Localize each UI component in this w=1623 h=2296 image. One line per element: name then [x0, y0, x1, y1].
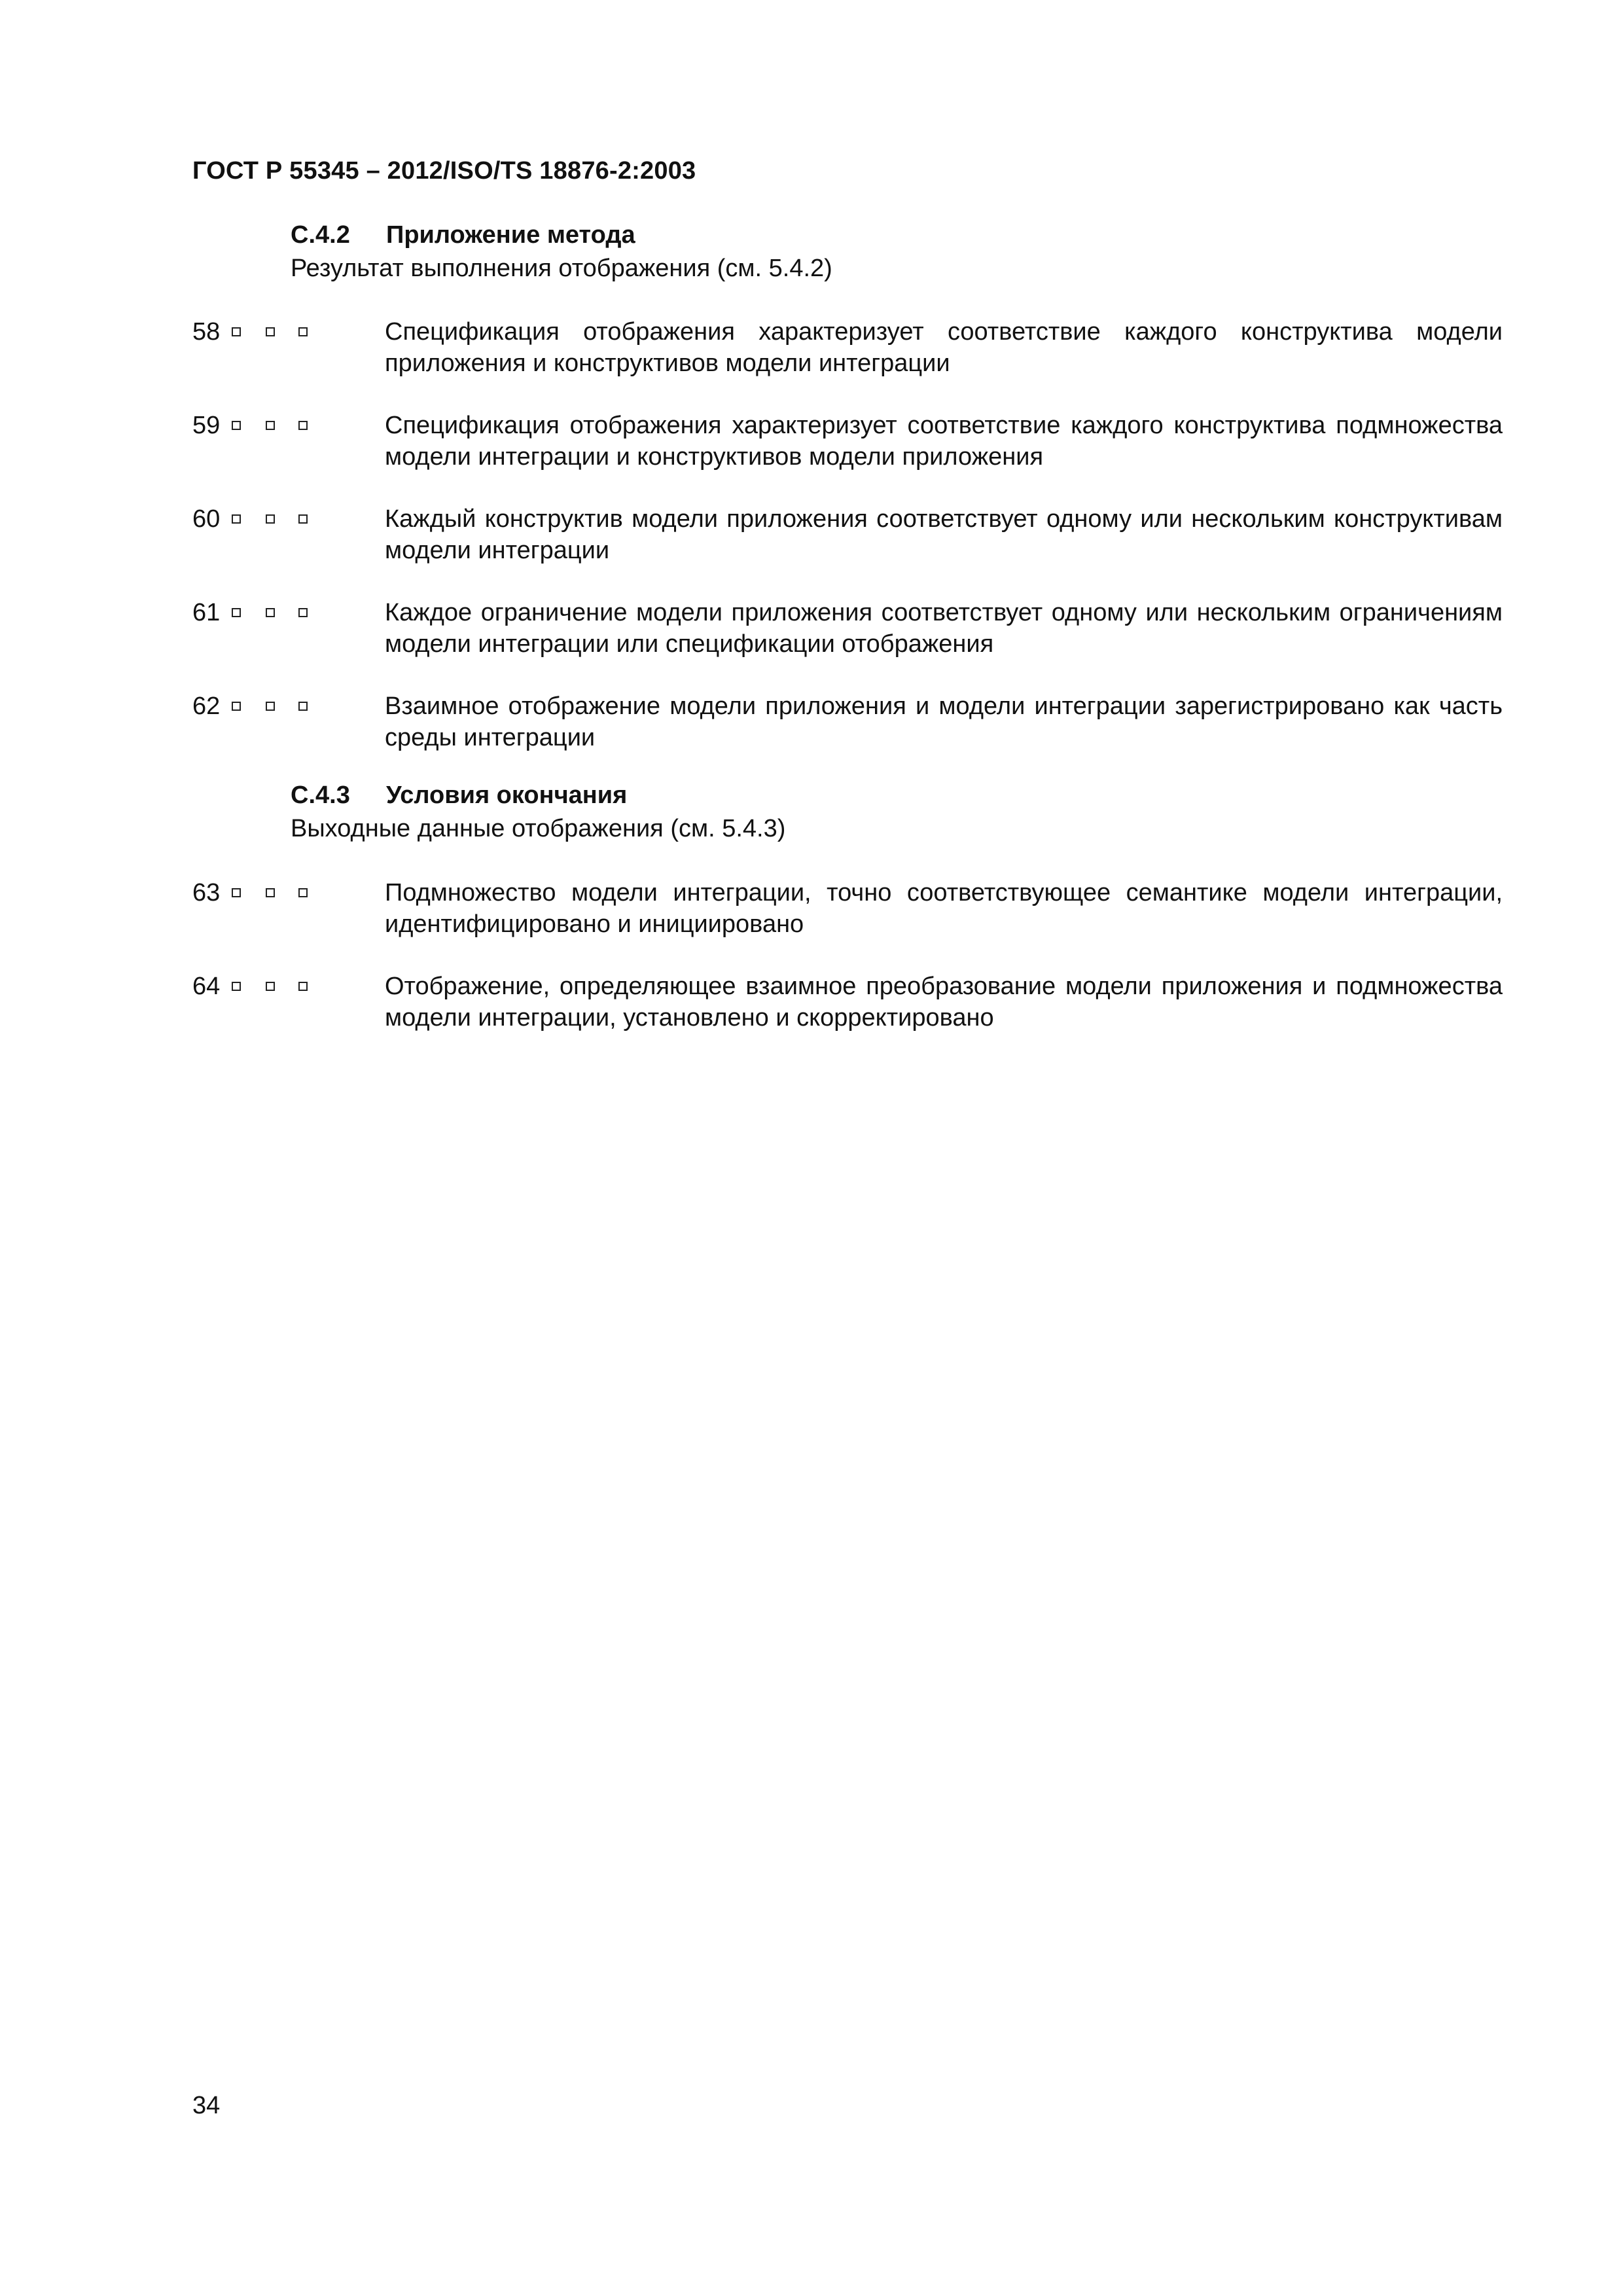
item-text: Спецификация отображения характеризует соответствие каждого конструктива подмножества модели интеграции и конструктивов модели приложения — [385, 412, 1503, 471]
item-text: Каждый конструктив модели приложения соответствует одному или нескольким конструктивам модели интеграции — [385, 505, 1503, 564]
item-text: Спецификация отображения характеризует соответствие каждого конструктива модели приложения и конструктивов модели интеграции — [385, 318, 1503, 377]
checkbox-3[interactable] — [298, 327, 308, 336]
checkbox-2[interactable] — [266, 514, 275, 524]
checkbox-3[interactable] — [298, 421, 308, 430]
checkbox-2[interactable] — [266, 982, 275, 991]
item-number: 58 — [192, 318, 221, 346]
section-title: Условия окончания — [386, 781, 628, 809]
checklist-item — [192, 691, 1503, 756]
section-heading — [291, 781, 627, 810]
checkbox-1[interactable] — [232, 421, 241, 430]
item-text: Каждое ограничение модели приложения соответствует одному или нескольким ограничениям модели интеграции или спецификации отображения — [385, 599, 1503, 658]
checkbox-3[interactable] — [298, 888, 308, 897]
section-number: С.4.3 — [291, 781, 350, 809]
section-number: С.4.2 — [291, 221, 350, 249]
checklist-item — [192, 503, 1503, 569]
section-title: Приложение метода — [386, 221, 635, 249]
checkbox-2[interactable] — [266, 327, 275, 336]
section-heading — [291, 221, 635, 249]
checklist-item — [192, 877, 1503, 942]
section-subtitle: Результат выполнения отображения (см. 5.4.2) — [291, 255, 832, 282]
item-number: 60 — [192, 505, 221, 533]
checkbox-2[interactable] — [266, 608, 275, 617]
checkbox-1[interactable] — [232, 514, 241, 524]
checkbox-1[interactable] — [232, 702, 241, 711]
checkbox-3[interactable] — [298, 514, 308, 524]
item-number: 63 — [192, 879, 221, 906]
item-text: Отображение, определяющее взаимное преобразование модели приложения и подмножества модели интеграции, установлено и скорректировано — [385, 973, 1503, 1031]
checklist-item — [192, 597, 1503, 662]
checklist-item — [192, 316, 1503, 382]
checklist-item — [192, 410, 1503, 475]
checkbox-1[interactable] — [232, 982, 241, 991]
checkbox-2[interactable] — [266, 421, 275, 430]
item-text: Подмножество модели интеграции, точно соответствующее семантике модели интеграции, идентифицировано и инициировано — [385, 879, 1503, 938]
checkbox-1[interactable] — [232, 608, 241, 617]
checkbox-1[interactable] — [232, 888, 241, 897]
checkbox-2[interactable] — [266, 888, 275, 897]
item-number: 62 — [192, 692, 221, 720]
item-number: 61 — [192, 599, 221, 626]
section-subtitle: Выходные данные отображения (см. 5.4.3) — [291, 815, 786, 842]
page-number: 34 — [192, 2092, 221, 2119]
item-number: 59 — [192, 412, 221, 439]
checkbox-2[interactable] — [266, 702, 275, 711]
checkbox-3[interactable] — [298, 702, 308, 711]
item-number: 64 — [192, 973, 221, 1000]
checkbox-3[interactable] — [298, 982, 308, 991]
page-header: ГОСТ Р 55345 – 2012/ISO/TS 18876-2:2003 — [192, 157, 696, 185]
checkbox-1[interactable] — [232, 327, 241, 336]
checklist-item — [192, 971, 1503, 1036]
item-text: Взаимное отображение модели приложения и модели интеграции зарегистрировано как часть среды интеграции — [385, 692, 1503, 751]
checkbox-3[interactable] — [298, 608, 308, 617]
